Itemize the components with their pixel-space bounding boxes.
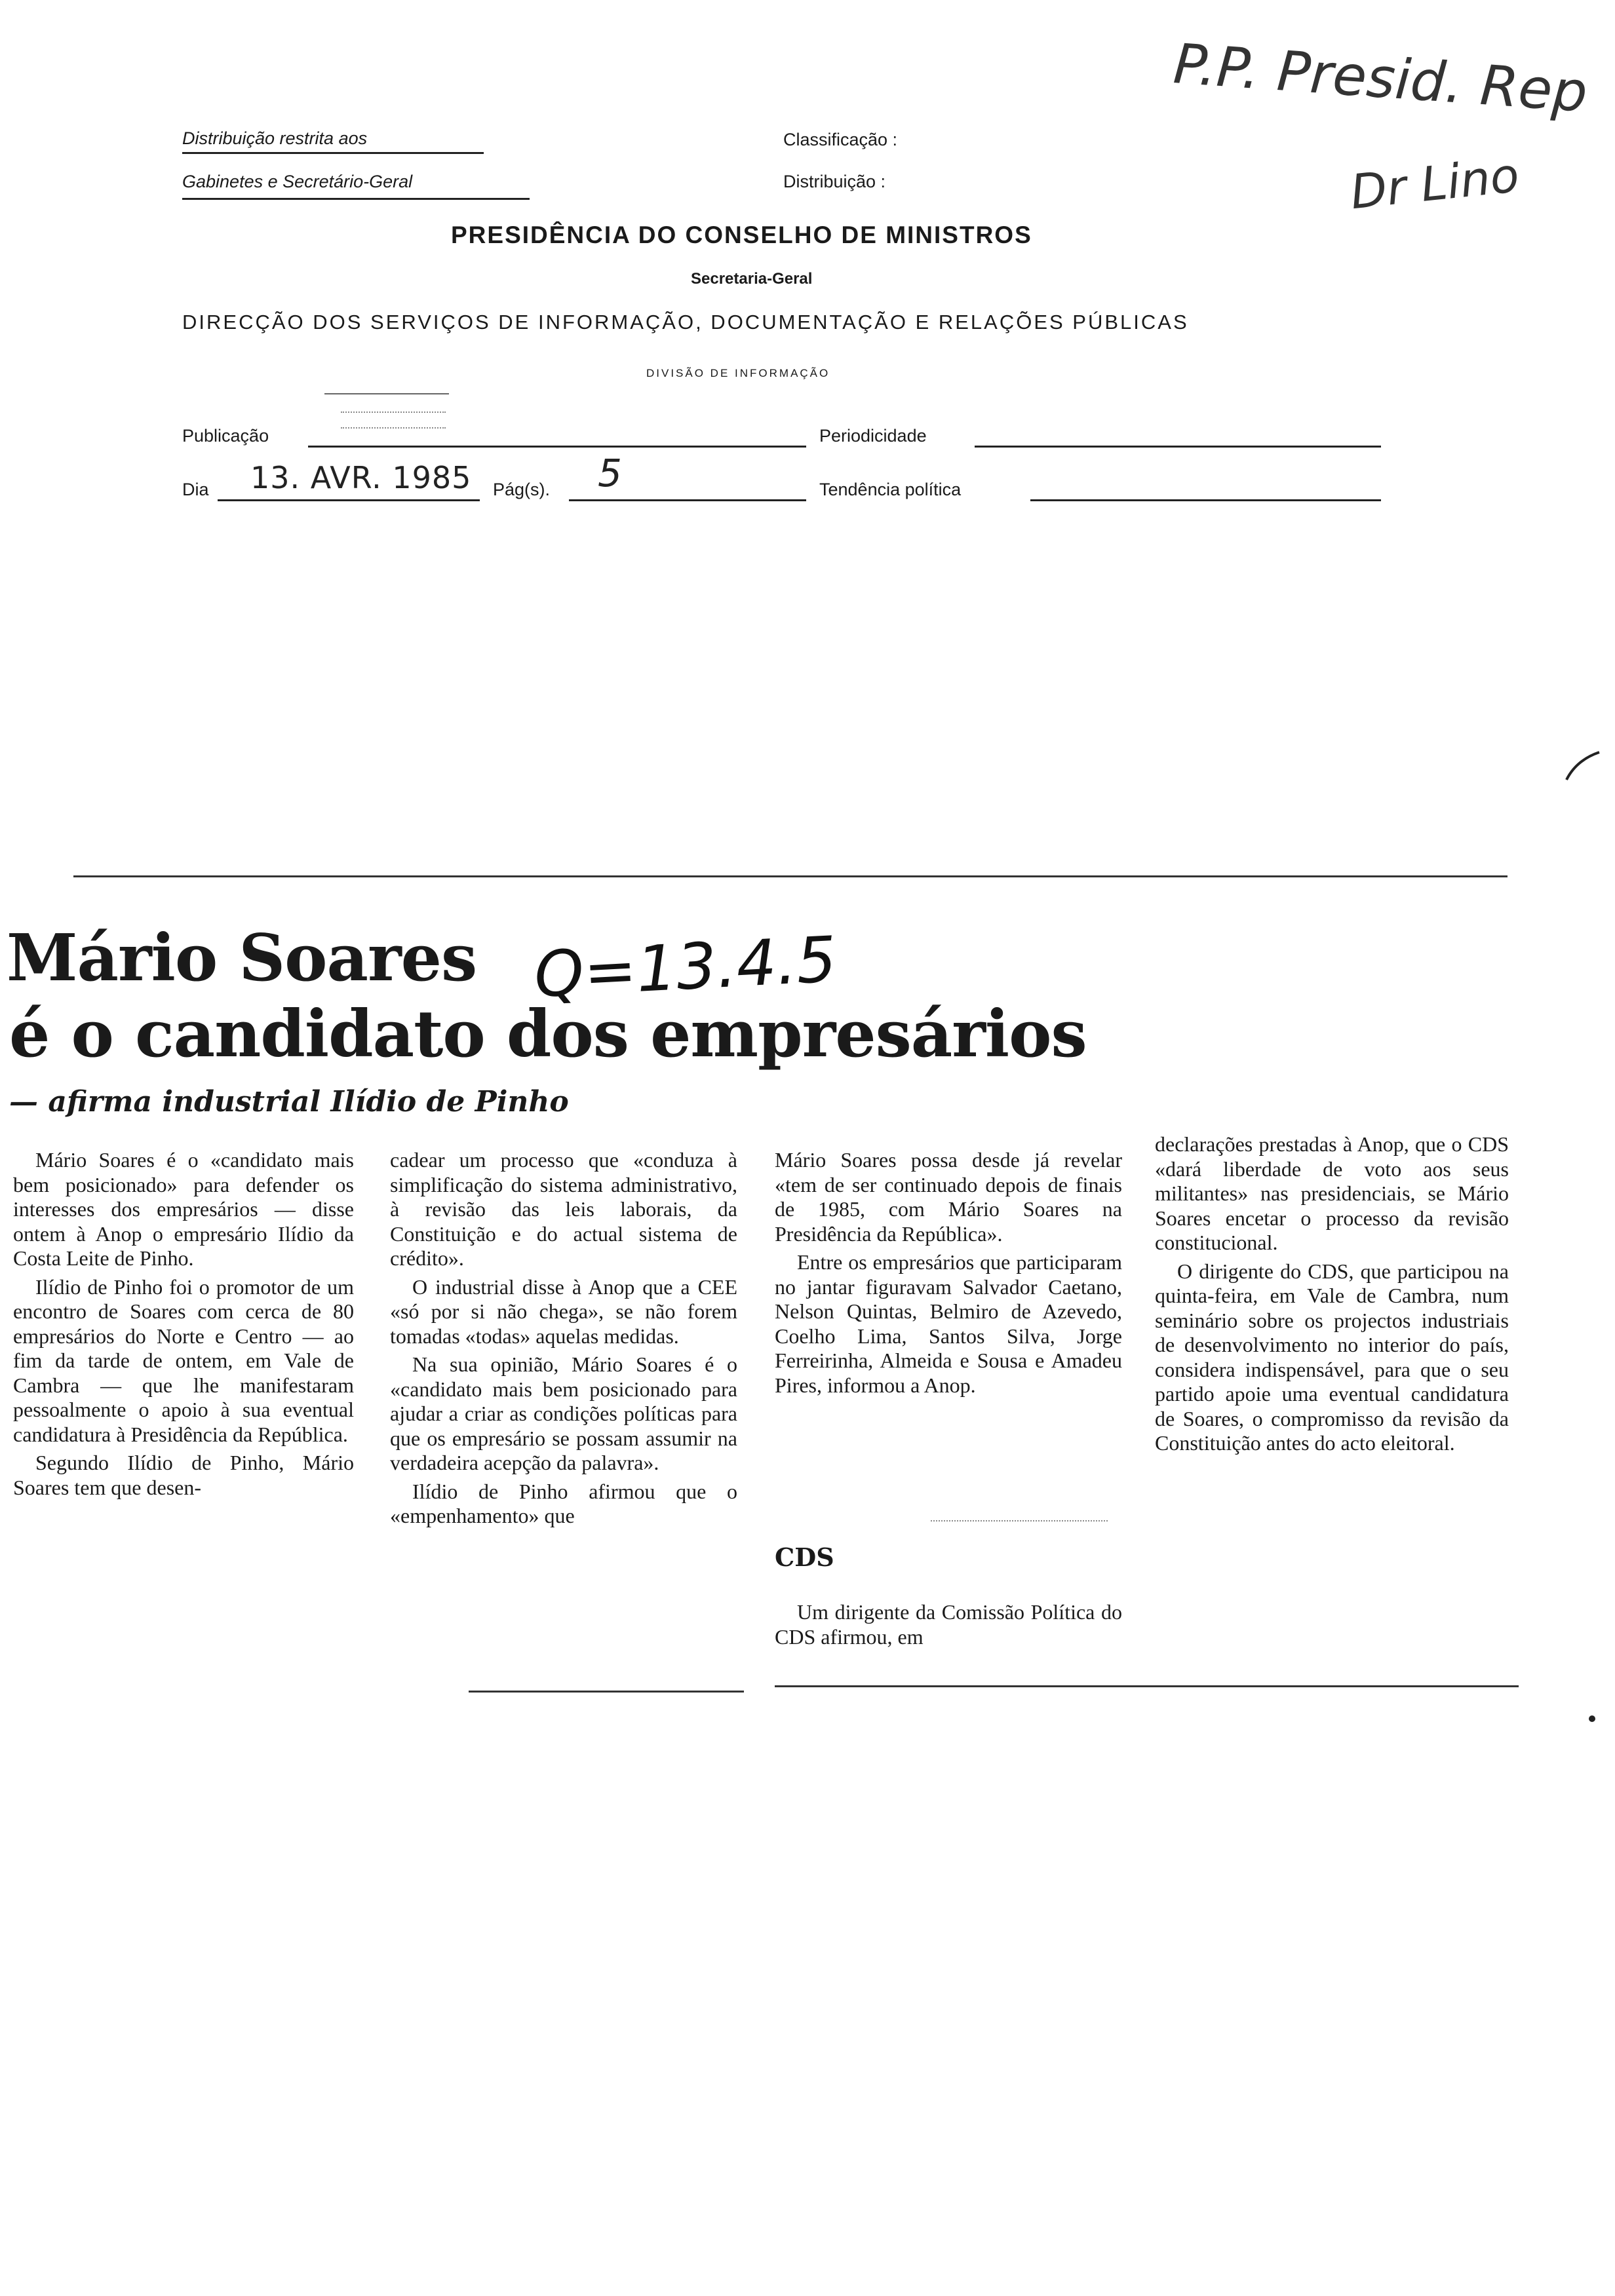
col3-paragraph: Mário Soares possa desde já revelar «tem de ser continuado depois de finais de 1985, com Mário Soares na Presidência da República». [775, 1148, 1122, 1246]
col4-paragraph: O dirigente do CDS, que participou na quinta-feira, em Vale de Cambra, num seminário sobre os projectos industriais de desenvolvimento no interior do país, considera indispensável, para que o seu partido apoie uma eventual candidatura de Soares, o compromisso da revisão da Constituição antes do acto eleitoral. [1155, 1259, 1509, 1455]
page-title: PRESIDÊNCIA DO CONSELHO DE MINISTROS [451, 221, 1032, 248]
article-column-3 [775, 1148, 1122, 1402]
dia-stamp-value: 13. AVR. 1985 [250, 460, 472, 495]
pags-field [569, 499, 806, 501]
col3-paragraph: Um dirigente da Comissão Política do CDS afirmou, em [775, 1600, 1122, 1649]
secretaria-geral: Secretaria-Geral [691, 270, 813, 288]
periodicidade-field [975, 446, 1381, 448]
restriction-underline-2 [182, 198, 530, 200]
cds-separator [931, 1520, 1108, 1521]
publicacao-stamp-smudge [341, 411, 446, 429]
pags-handwritten-value: 5 [598, 451, 622, 495]
subheadline: — afirma industrial Ilídio de Pinho [9, 1085, 569, 1119]
divisao-informacao: DIVISÃO DE INFORMAÇÃO [646, 367, 830, 379]
col2-paragraph: cadear um processo que «conduza à simplificação do sistema administrativo, à revisão das leis laborais, da Constituição e do actual sistema de crédito». [390, 1148, 737, 1270]
handwritten-note-top-right-2: Dr Lino [1348, 147, 1522, 220]
col4-paragraph: declarações prestadas à Anop, que o CDS «dará liberdade de voto aos seus militantes» nas presidenciais, se Mário Soares encetar o processo da revisão constitucional. [1155, 1132, 1509, 1254]
article-top-rule [73, 875, 1508, 877]
tendencia-label: Tendência política [819, 480, 962, 499]
periodicidade-label: Periodicidade [819, 426, 927, 446]
classificacao-label: Classificação : [783, 130, 898, 149]
col1-paragraph: Ilídio de Pinho foi o promotor de um encontro de Soares com cerca de 80 empresários do Norte e Centro — ao fim da tarde de ontem, em Vale de Cambra — que lhe manifestaram pessoalmente o apoio à sua eventual candidatura à Presidência da República. [13, 1274, 354, 1446]
distribuicao-label: Distribuição : [783, 172, 886, 191]
headline-line2: é o candidato dos empresários [9, 997, 1087, 1072]
tendencia-field [1030, 499, 1381, 501]
publicacao-field [308, 446, 806, 448]
handwritten-note-top-right: P.P. Presid. Rep [1171, 31, 1589, 124]
col1-paragraph: Mário Soares é o «candidato mais bem posicionado» para defender os interesses dos empresários — disse ontem à Anop o empresário Ilídio da Costa Leite de Pinho. [13, 1148, 354, 1270]
article-bottom-rule-col2 [469, 1691, 744, 1693]
restriction-underline [182, 152, 484, 154]
article-column-3-continued [775, 1600, 1122, 1653]
cds-section-heading: CDS [775, 1542, 834, 1572]
distribution-restriction-line1: Distribuição restrita aos [182, 128, 368, 148]
article-column-4 [1155, 1132, 1509, 1460]
distribution-restriction-line2: Gabinetes e Secretário-Geral [182, 172, 413, 191]
direccao-servicos: DIRECÇÃO DOS SERVIÇOS DE INFORMAÇÃO, DOCUMENTAÇÃO E RELAÇÕES PÚBLICAS [182, 311, 1189, 334]
article-column-1 [13, 1148, 354, 1504]
col2-paragraph: Ilídio de Pinho afirmou que o «empenhamento» que [390, 1479, 737, 1527]
article-bottom-rule-right [775, 1685, 1519, 1687]
pags-label: Pág(s). [493, 480, 551, 499]
ink-dot [1589, 1715, 1595, 1722]
publicacao-stamp-mark [324, 393, 449, 394]
dia-field [218, 499, 480, 501]
col3-paragraph: Entre os empresários que participaram no jantar figuravam Salvador Caetano, Nelson Quintas, Belmiro de Azevedo, Coelho Lima, Santos Silva, Jorge Ferreirinha, Almeida e Sousa e Amadeu Pires, informou a Anop. [775, 1250, 1122, 1397]
col1-paragraph: Segundo Ilídio de Pinho, Mário Soares tem que desen- [13, 1451, 354, 1499]
publicacao-label: Publicação [182, 426, 269, 446]
col2-paragraph: O industrial disse à Anop que a CEE «só por si não chega», se não forem tomadas «todas» aquelas medidas. [390, 1274, 737, 1348]
col2-paragraph: Na sua opinião, Mário Soares é o «candidato mais bem posicionado para ajudar a criar as condições políticas para que os empresário se possam assumir na verdadeira acepção da palavra». [390, 1352, 737, 1474]
handwritten-date-note: Q=13.4.5 [532, 923, 838, 1012]
article-column-2 [390, 1148, 737, 1533]
dia-label: Dia [182, 480, 209, 499]
headline-line1: Mário Soares [7, 921, 477, 996]
pen-mark [1560, 747, 1606, 786]
